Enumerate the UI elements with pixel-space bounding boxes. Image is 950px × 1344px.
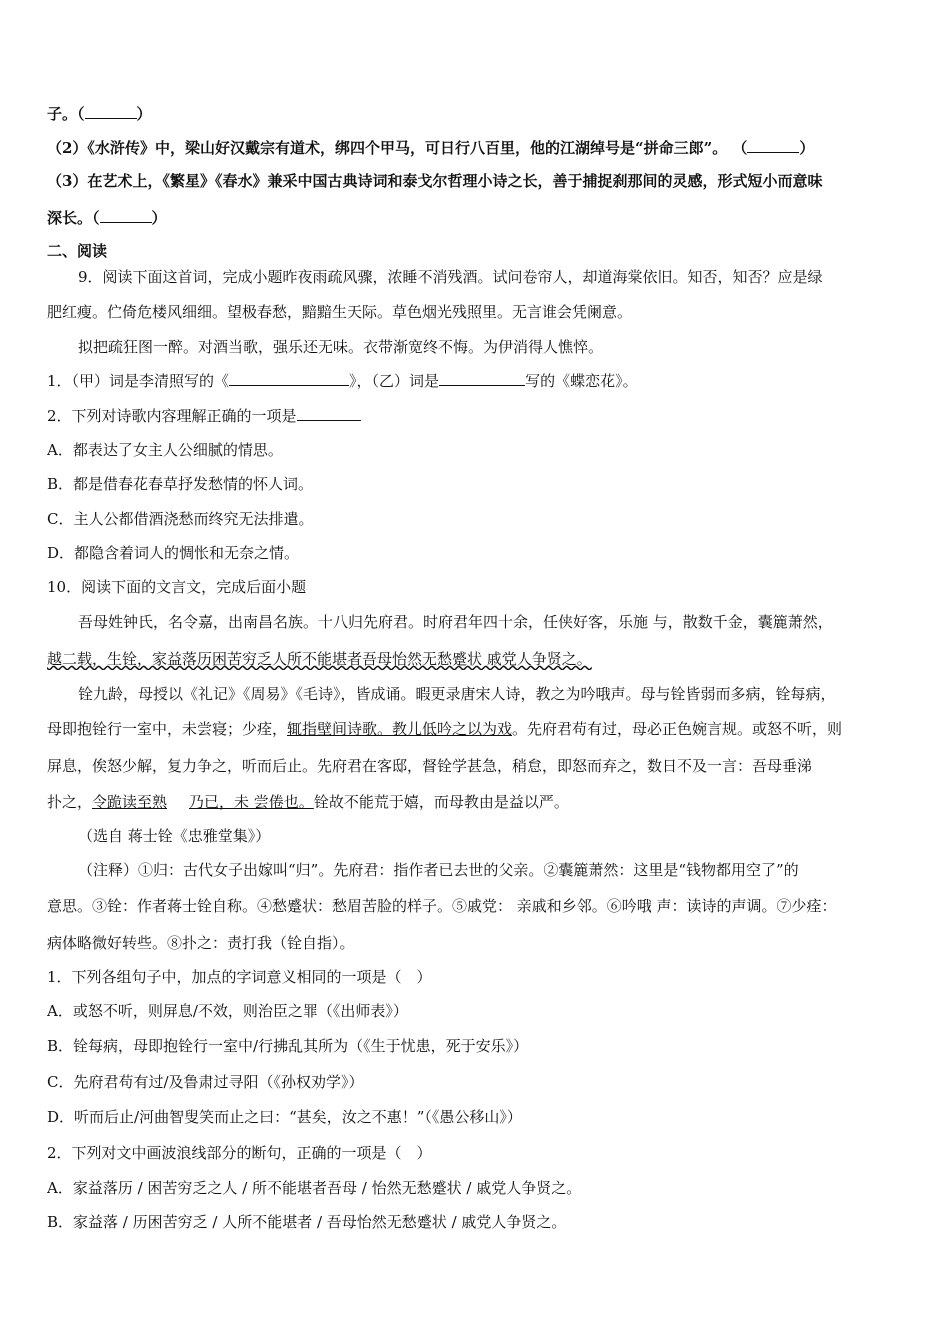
- section-title: 二、阅读: [47, 242, 108, 260]
- option-d[interactable]: D．都隐含着词人的惆怅和无奈之情。: [47, 544, 300, 562]
- poem-question-intro: 9．阅读下面这首词，完成小题昨夜雨疏风骤，浓睡不消残酒。试问卷帘人，却道海棠依旧。知否，知否？应是绿: [78, 268, 823, 286]
- prose-text-line: 吾母姓钟氏，名令嘉，出南昌名族。十八归先府君。时府君年四十余，任侠好客，乐施 与，散数千金，囊簏萧然，: [78, 613, 833, 631]
- option-d[interactable]: D．听而后止/河曲智叟笑而止之曰：“甚矣，汝之不惠！”（《愚公移山》）: [47, 1108, 522, 1126]
- answer-blank[interactable]: [747, 136, 799, 153]
- poem-question-2: 2．下列对诗歌内容理解正确的一项是: [47, 404, 910, 427]
- poem-question-1: 1．（甲）词是李清照写的《 》，（乙）词是 写的《蝶恋花》。: [47, 369, 910, 392]
- notes-line: （注释）①归：古代女子出嫁叫“归”。先府君：指作者已去世的父亲。②囊簏萧然：这里是“钱物都用空了”的: [78, 861, 799, 879]
- underlined-sentence: 辄指壁间诗歌。教儿低吟之以为戏: [287, 720, 513, 738]
- option-b[interactable]: B．家益落 / 历困苦穷乏 / 人所不能堪者 / 吾母怡然无愁蹙状 / 戚党人争贤之。: [47, 1213, 567, 1231]
- wavy-underlined-passage: 越二载，生铨，家益落历困苦穷乏人所不能堪者吾母怡然无愁蹙状 戚党人争贤之。: [47, 650, 592, 668]
- option-c[interactable]: C．先府君苟有过/及鲁肃过寻阳（《孙权劝学》）: [47, 1073, 364, 1091]
- notes-line: 意思。③铨：作者蒋士铨自称。④愁蹙状：愁眉苦脸的样子。⑤戚党： 亲戚和乡邻。⑥吟哦 声：读诗的声调。⑦少痊：: [47, 897, 837, 915]
- option-c[interactable]: C．主人公都借酒浇愁而终究无法排遣。: [47, 510, 314, 528]
- notes-line: 病体略微好转些。⑧扑之：责打我（铨自指）。: [47, 934, 355, 952]
- fill-blank-item-1-end: 子。（ ）: [47, 102, 910, 125]
- fill-blank-item-3: （3）在艺术上，《繁星》《春水》兼采中国古典诗词和泰戈尔哲理小诗之长，善于捕捉刹那间的灵感，形式短小而意味: [47, 172, 823, 190]
- prose-text-line: 屏息，俟怒少解，复力争之，听而后止。先府君在客邸，督铨学甚急，稍怠，即怒而弃之，数日不及一言：吾母垂涕: [47, 757, 813, 775]
- answer-blank[interactable]: [229, 369, 349, 386]
- option-a[interactable]: A．家益落历 / 困苦穷乏之人 / 所不能堪者吾母 / 怡然无愁蹙状 / 戚党人争贤之。: [47, 1179, 582, 1197]
- prose-text-line: [47, 648, 910, 670]
- source-citation: （选自 蒋士铨《忠雅堂集》）: [78, 827, 271, 845]
- option-b[interactable]: B．铨每病，母即抱铨行一室中/行拂乱其所为（《生于忧患，死于安乐》）: [47, 1037, 529, 1055]
- answer-blank[interactable]: [439, 369, 525, 386]
- prose-text-line: 母即抱铨行一室中，未尝寝；少痊，辄指壁间诗歌。教儿低吟之以为戏。先府君苟有过，母必正色婉言规。或怒不听，则: [47, 720, 843, 738]
- fill-blank-item-2: （2）《水浒传》中，梁山好汉戴宗有道术，绑四个甲马，可日行八百里，他的江湖绰号是“拼命三郎”。 （ ）: [47, 136, 910, 159]
- prose-question-1: 1．下列各组句子中，加点的字词意义相同的一项是（ ）: [47, 968, 432, 986]
- option-b[interactable]: B．都是借春花春草抒发愁情的怀人词。: [47, 475, 314, 493]
- option-a[interactable]: A．都表达了女主人公细腻的情思。: [47, 441, 283, 459]
- prose-question-2: 2．下列对文中画波浪线部分的断句，正确的一项是（ ）: [47, 1144, 432, 1162]
- poem-text-line: 肥红瘦。伫倚危楼风细细。望极春愁，黯黯生天际。草色烟光残照里。无言谁会凭阑意。: [47, 303, 633, 321]
- option-a[interactable]: A．或怒不听，则屏息/不效，则治臣之罪（《出师表》）: [47, 1002, 408, 1020]
- prose-text-line: 铨九龄，母授以《礼记》《周易》《毛诗》，皆成诵。暇更录唐宋人诗，教之为吟哦声。母与铨皆弱而多病，铨每病，: [78, 685, 836, 703]
- answer-blank[interactable]: [85, 102, 137, 119]
- poem-text-line: 拟把疏狂图一醉。对酒当歌，强乐还无味。衣带渐宽终不悔。为伊消得人憔悴。: [78, 338, 604, 356]
- underlined-sentence: 令跪读至熟: [92, 793, 168, 811]
- prose-text-line: 扑之，令跪读至熟 乃已，未 尝倦也。铨故不能荒于嬉，而母教由是益以严。: [47, 793, 569, 811]
- fill-blank-item-3-cont: 深长。（ ）: [47, 206, 910, 229]
- answer-blank[interactable]: [100, 206, 152, 223]
- underlined-sentence: 乃已，未 尝倦也。: [189, 793, 314, 811]
- answer-blank[interactable]: [297, 404, 361, 421]
- prose-question-intro: 10．阅读下面的文言文，完成后面小题: [47, 578, 307, 596]
